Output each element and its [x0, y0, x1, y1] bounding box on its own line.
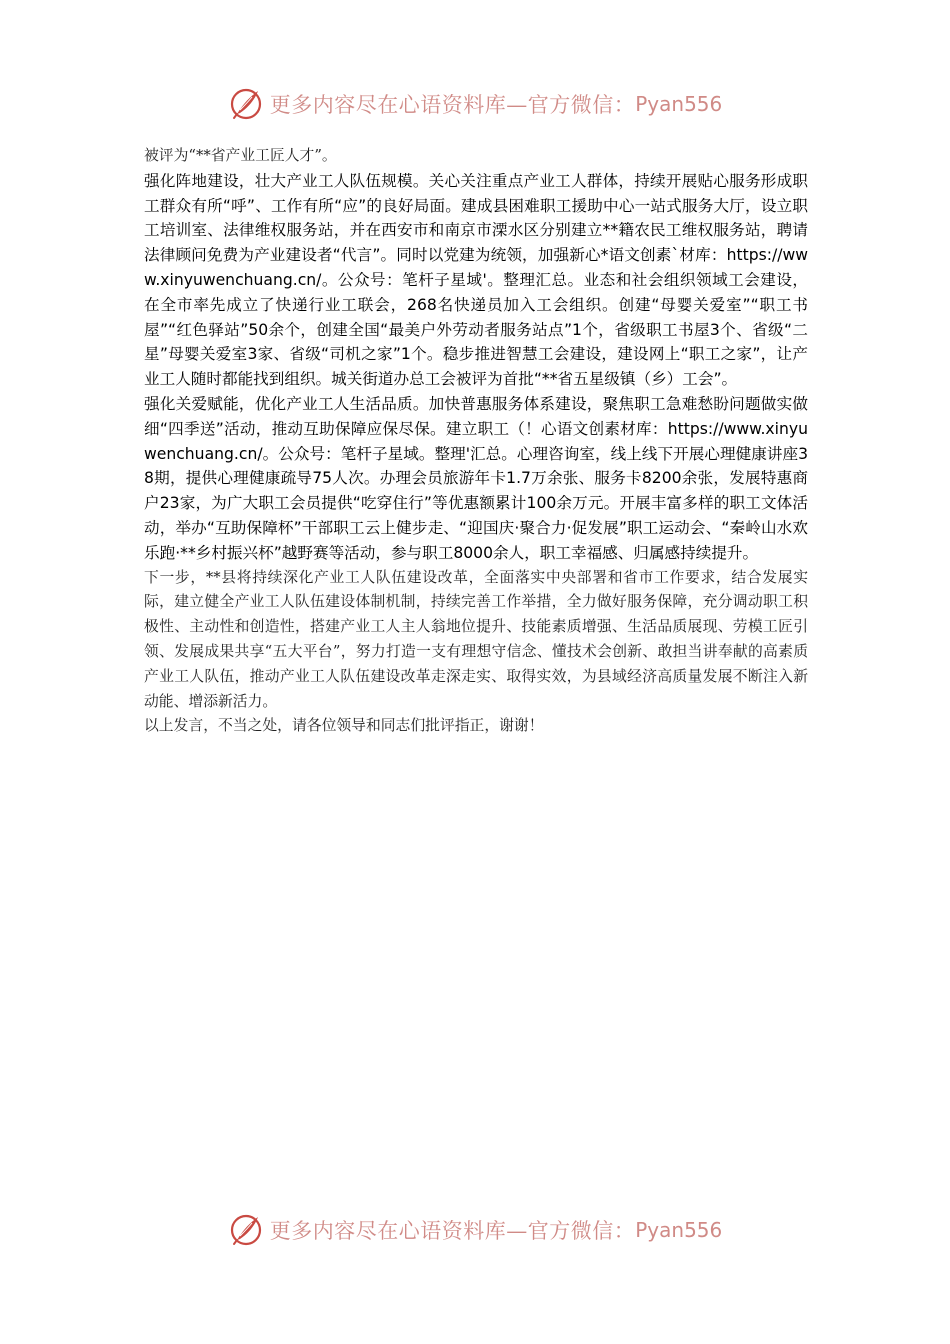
banner-wechat-id: Pyan556 — [635, 1218, 723, 1242]
quill-pen-logo-icon — [228, 86, 264, 122]
banner-text: 更多内容尽在心语资料库—官方微信： — [269, 1219, 636, 1243]
footer-banner — [0, 1208, 950, 1252]
paragraph-closing: 以上发言，不当之处，请各位领导和同志们批评指正，谢谢！ — [144, 717, 544, 735]
banner-text: 更多内容尽在心语资料库—官方微信： — [269, 93, 636, 117]
paragraph-position-building: 强化阵地建设，壮大产业工人队伍规模。关心关注重点产业工人群体，持续开展贴心服务形成职工群众有所“呼”、工作有所“应”的良好局面。建成县困难职工援助中心一站式服务大厅，设立职工培训室、法律维权服务站，并在西安市和南京市溧水区分别建立**籍农民工维权服务站，聘请法律顾问免费为产业建设者“代言”。同时以党建为统领，加强新心*语文创素`材库：https://www.xinyuwenchuang.cn/。公众号：笔杆子星域'。整理汇总。业态和社会组织领域工会建设，在全市率先成立了快递行业工联会，268名快递员加入工会组织。创建“母婴关爱室”“职工书屋”“红色驿站”50余个，创建全国“最美户外劳动者服务站点”1个，省级职工书屋3个、省级“二星”母婴关爱室3家、省级“司机之家”1个。稳步推进智慧工会建设，建设网上“职工之家”，让产业工人随时都能找到组织。城关街道办总工会被评为首批“**省五星级镇（乡）工会”。 — [144, 171, 808, 389]
header-banner — [0, 82, 950, 126]
paragraph-award: 被评为“**省产业工匠人才”。 — [144, 147, 337, 164]
document-body — [144, 144, 808, 739]
paragraph-care-empowerment: 强化关爱赋能，优化产业工人生活品质。加快普惠服务体系建设，聚焦职工急难愁盼问题做实做细“四季送”活动，推动互助保障应保尽保。建立职工（！心语文创素材库：https://www.xinyuwenchuang.cn/。公众号：笔杆子星域。整理'汇总。心理咨询室，线上线下开展心理健康讲座38期，提供心理健康疏导75人次。办理会员旅游年卡1.7万余张、服务卡8200余张，发展特惠商户23家，为广大职工会员提供“吃穿住行”等优惠额累计100余万元。开展丰富多样的职工文体活动，举办“互助保障杯”干部职工云上健步走、“迎国庆·聚合力·促发展”职工运动会、“秦岭山水欢乐跑·**乡村振兴杯”越野赛等活动，参与职工8000余人，职工幸福感、归属感持续提升。 — [144, 394, 808, 562]
banner-wechat-id: Pyan556 — [635, 92, 723, 116]
quill-pen-logo-icon — [228, 1212, 264, 1248]
paragraph-next-steps: 下一步，**县将持续深化产业工人队伍建设改革，全面落实中央部署和省市工作要求，结合发展实际，建立健全产业工人队伍建设体制机制，持续完善工作举措，全力做好服务保障，充分调动职工积极性、主动性和创造性，搭建产业工人主人翁地位提升、技能素质增强、生活品质展现、劳模工匠引领、发展成果共享“五大平台”，努力打造一支有理想守信念、懂技术会创新、敢担当讲奉献的高素质产业工人队伍，推动产业工人队伍建设改革走深走实、取得实效，为县域经济高质量发展不断注入新动能、增添新活力。 — [144, 568, 808, 710]
